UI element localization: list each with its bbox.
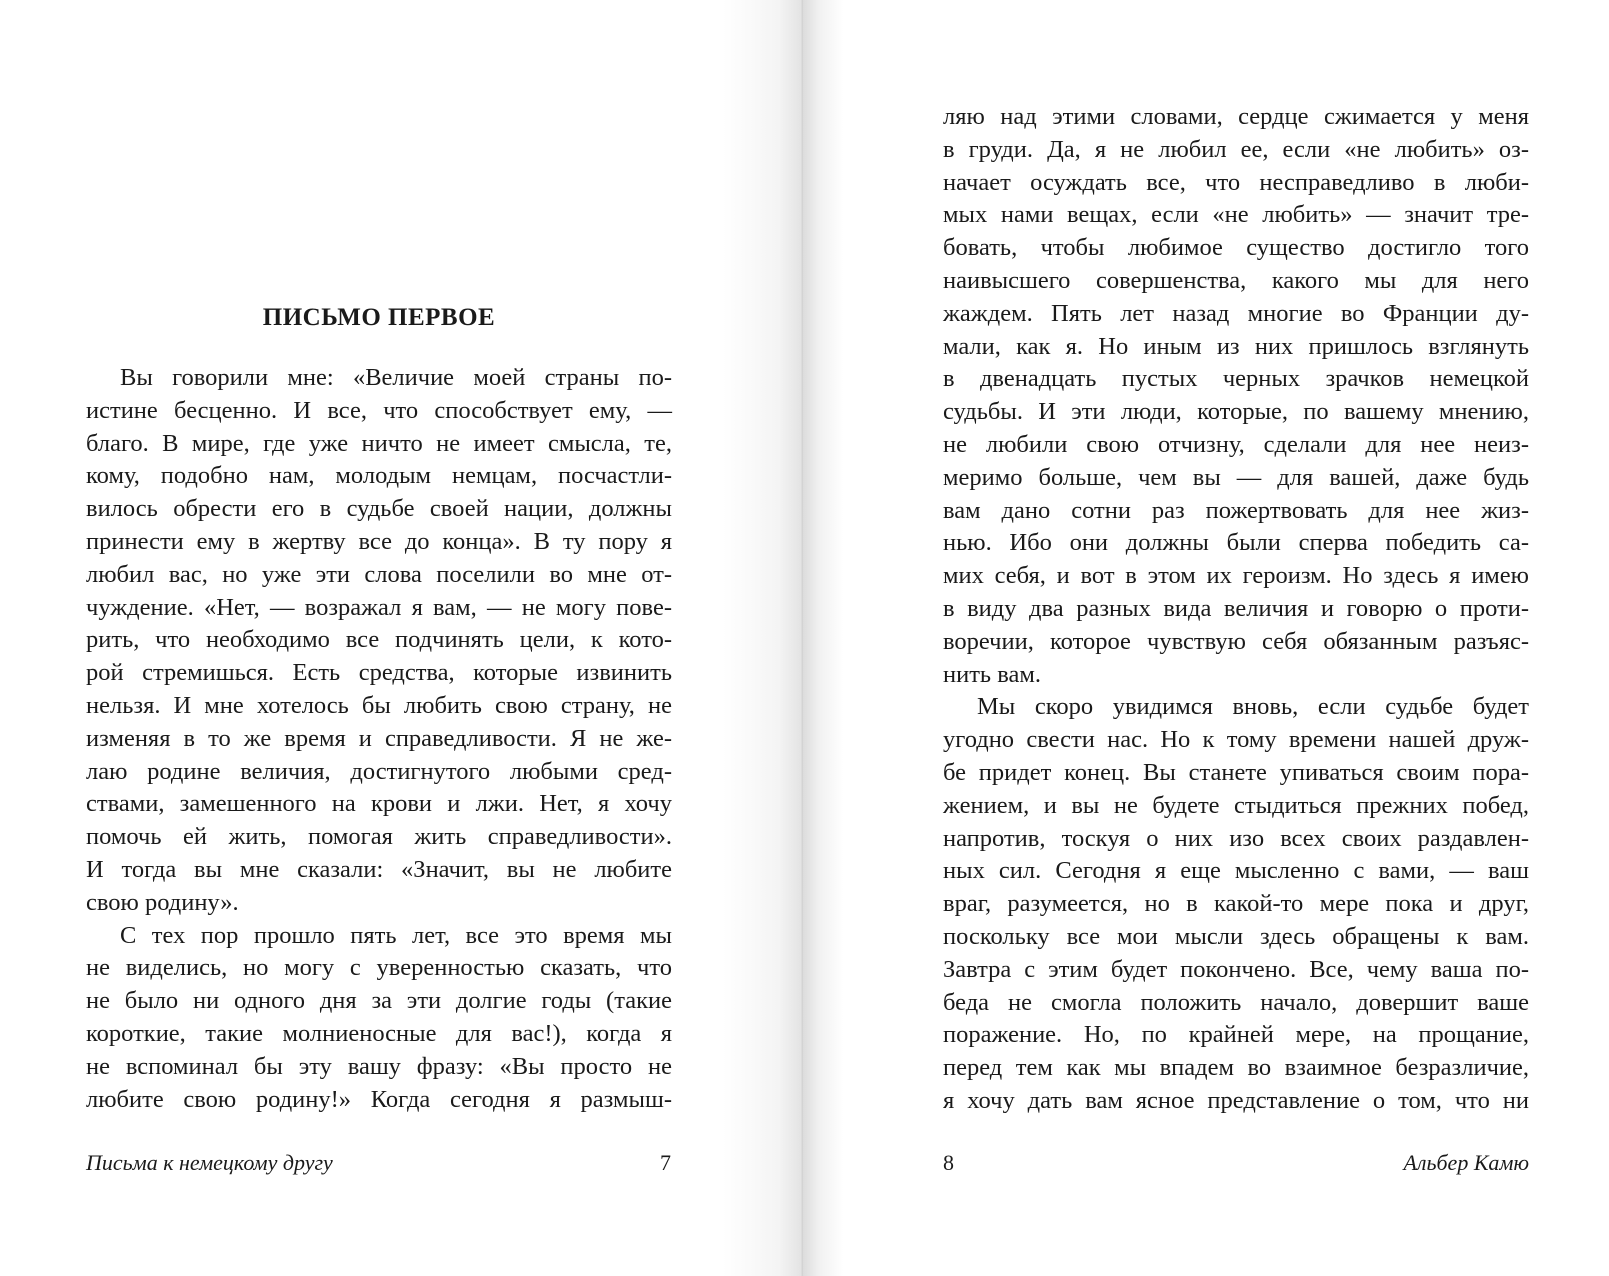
text-line: наивысшего совершенства, какого мы для него [943,266,1529,294]
text-line: жением, и вы не будете стыдиться прежних побед, [943,791,1529,819]
text-line: нить вам. [943,660,1041,688]
text-line: начает осуждать все, что несправедливо в люби- [943,168,1529,196]
text-line: ствами, замешенного на крови и лжи. Нет, я хочу [86,790,672,818]
text-line: ляю над этими словами, сердце сжимается у меня [943,103,1529,130]
text-line: угодно свести нас. Но к тому времени нашей друж- [943,726,1529,754]
text-line: меримо больше, чем вы — для вашей, даже будь [943,463,1529,491]
text-line: лаю родине величия, достигнутого любыми сред- [86,757,672,785]
text-line: мих себя, и вот в этом их героизм. Но здесь я имею [943,562,1529,590]
text-line: в виду два разных вида величия и говорю о проти- [943,594,1529,622]
running-footer-title: Письма к немецкому другу [86,1150,333,1175]
text-line: напротив, тоскуя о них изо всех своих раздавлен- [943,824,1529,852]
page-number-left: 7 [660,1150,671,1175]
text-line: ных сил. Сегодня я еще мысленно с вами, — ваш [943,857,1529,885]
text-line: я хочу дать вам ясное представление о том, что ни [943,1086,1529,1114]
text-line: нельзя. И мне хотелось бы любить свою страну, не [86,691,672,719]
text-line: Завтра с этим будет покончено. Все, чему ваша по- [943,955,1529,983]
text-line: не было ни одного дня за эти долгие годы (такие [86,987,672,1015]
text-line: в двенадцать пустых черных зрачков немецкой [943,365,1529,393]
text-line: бовать, чтобы любимое существо достигло того [943,234,1529,262]
text-line: рить, что необходимо все подчинять цели, к кото- [86,626,672,654]
text-line: воречии, которое чувствую себя обязанным разъяс- [943,627,1529,655]
text-line: истине бесценно. И все, что способствует ему, — [86,396,672,424]
text-line: перед тем как мы впадем во взаимное безразличие, [943,1054,1529,1082]
text-line: в груди. Да, я не любил ее, если «не любить» оз- [943,135,1529,163]
text-line: И тогда вы мне сказали: «Значит, вы не любите [86,855,672,883]
text-line: жаждем. Пять лет назад многие во Франции ду- [943,299,1529,327]
text-line: поскольку все мои мысли здесь обращены к вам. [943,922,1529,950]
page-number-right: 8 [943,1150,954,1175]
chapter-heading: ПИСЬМО ПЕРВОЕ [262,304,496,331]
text-line: поражение. Но, по крайней мере, на прощание, [943,1021,1529,1049]
right-page-body [943,101,1529,1118]
text-line: свою родину». [86,888,239,916]
text-line: не вспоминал бы эту вашу фразу: «Вы просто не [86,1052,672,1080]
text-line: благо. В мире, где уже ничто не имеет смысла, те, [86,429,672,457]
text-line: не виделись, но могу с уверенностью сказать, что [86,954,672,982]
text-line: мали, как я. Но иным из них пришлось взглянуть [943,332,1529,360]
text-line: рой стремишься. Есть средства, которые извинить [86,659,672,687]
text-line: короткие, такие молниеносные для вас!), когда я [86,1019,672,1047]
text-line: Мы скоро увидимся вновь, если судьбе будет [977,693,1529,721]
text-line: беда не смогла положить начало, довершит ваше [943,988,1529,1016]
left-page-body [86,362,672,1116]
text-line: вилось обрести его в судьбе своей нации, должны [86,495,672,523]
text-line: кому, подобно нам, молодым немцам, посчастли- [86,462,672,490]
text-line: мых нами вещах, если «не любить» — значит тре- [943,201,1529,229]
text-line: судьбы. И эти люди, которые, по вашему мнению, [943,398,1529,426]
text-line: враг, разумеется, но в какой-то мере пока и друг, [943,890,1529,918]
text-line: чуждение. «Нет, — возражал я вам, — не могу пове- [86,593,672,621]
text-line: Вы говорили мне: «Величие моей страны по- [120,364,672,391]
left-page [0,0,803,1276]
text-line: помочь ей жить, помогая жить справедливости». [86,823,672,851]
text-line: любил вас, но уже эти слова поселили во мне от- [86,560,672,588]
text-line: С тех пор прошло пять лет, все это время мы [120,921,672,949]
text-line: нью. Ибо они должны были сперва победить са- [943,529,1529,557]
text-line: вам дано сотни раз пожертвовать для нее жиз- [943,496,1529,524]
text-line: не любили свою отчизну, сделали для нее неиз- [943,430,1529,458]
text-line: любите свою родину!» Когда сегодня я размыш- [86,1085,672,1113]
text-line: принести ему в жертву все до конца». В ту пору я [86,527,672,555]
text-line: изменяя в то же время и справедливости. Я не же- [86,724,672,752]
text-line: бе придет конец. Вы станете упиваться своим пора- [943,758,1529,786]
running-footer-author: Альбер Камю [1403,1150,1529,1175]
